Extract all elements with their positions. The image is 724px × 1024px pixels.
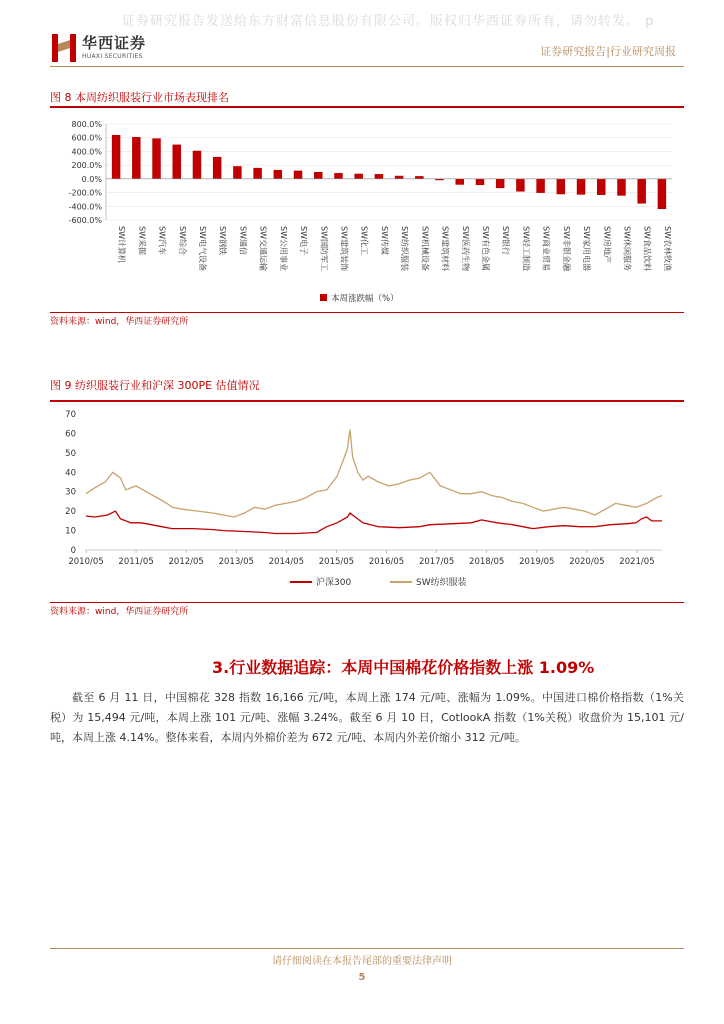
category-label: SW纺织服装 [400,226,410,271]
legend [290,576,467,588]
bar [173,145,181,179]
category-label: SW银行 [501,226,511,255]
x-tick-label: 2015/05 [318,557,355,567]
category-label: SW家用电器 [582,226,592,271]
logo-english-name: HUAXI SECURITIES [82,53,143,60]
bar [213,157,221,179]
bar [395,176,403,179]
category-label: SW医药生物 [460,226,470,271]
bar [456,179,464,185]
legend-label: SW纺织服装 [416,578,467,588]
figure9-title: 图 9 纺织服装行业和沪深 300PE 估值情况 [50,379,260,392]
bar [193,151,201,179]
x-tick-label: 2017/05 [418,557,455,567]
category-label: SW综合 [177,226,187,255]
bar [112,135,120,179]
bar [658,179,666,209]
x-tick-label: 2013/05 [218,557,254,567]
section-heading: 3.行业数据追踪：本周中国棉花价格指数上涨 1.09% [212,658,595,677]
footer-disclaimer: 请仔细阅读在本报告尾部的重要法律声明 [272,956,452,967]
y-tick-label: 50 [65,448,76,459]
page-number: 5 [358,972,366,983]
category-label: SW食品饮料 [642,226,652,271]
watermark-text: 证券研究报告发送给东方财富信息股份有限公司。版权归华西证券所有，请勿转发。 p [122,14,655,29]
y-tick-label: 60 [65,429,76,440]
bar [253,168,261,179]
category-label: SW交通运输 [258,226,268,271]
bar [516,179,524,192]
category-label: SW计算机 [117,226,127,263]
category-label: SW通信 [238,226,248,255]
y-tick-label: -600.0% [68,216,102,225]
bar [617,179,625,196]
bar [476,179,484,185]
x-tick-label: 2019/05 [519,557,555,567]
figure9-source: 资料来源：wind，华西证券研究所 [50,607,189,617]
y-tick-label: 40 [65,468,76,479]
category-label: SW建筑材料 [440,226,450,271]
header-divider [50,66,684,67]
y-tick-label: 800.0% [71,120,102,129]
category-label: SW传媒 [379,226,389,255]
category-label: SW非银金融 [561,226,571,271]
x-tick-label: 2012/05 [168,557,204,567]
logo-mark-icon [50,30,78,64]
figure8-bar-chart [50,108,684,312]
bar [233,166,241,179]
category-label: SW采掘 [137,226,147,255]
x-tick-label: 2014/05 [268,557,305,567]
company-logo [50,30,170,66]
bar [132,137,140,179]
x-tick-label: 2018/05 [469,557,505,567]
y-tick-label: 20 [65,507,76,518]
category-label: SW钢铁 [218,226,228,255]
bar [375,174,383,179]
y-tick-label: -400.0% [68,202,102,212]
bar [294,171,302,179]
logo-chinese-name: 华西证券 [82,34,147,52]
category-label: SW国防军工 [319,226,329,271]
bar [597,179,605,195]
x-tick-label: 2021/05 [619,557,655,567]
y-tick-label: 30 [65,487,76,498]
bar [354,174,362,179]
legend [320,293,399,304]
category-label: SW化工 [359,226,369,255]
category-label: SW商业贸易 [541,226,551,272]
category-label: SW房地产 [602,226,612,263]
y-tick-label: 0.0% [81,174,102,184]
category-label: SW农林牧渔 [662,226,672,271]
figure9-frame [50,400,684,603]
x-tick-label: 2020/05 [569,557,605,567]
bar [334,173,342,179]
y-tick-label: -200.0% [68,188,102,198]
category-label: SW机械设备 [420,226,430,271]
legend-label: 沪深300 [316,578,352,588]
bar [496,179,504,188]
category-label: SW建筑装饰 [339,226,349,271]
category-label: SW轻工制造 [521,226,531,271]
y-tick-label: 200.0% [71,161,102,171]
series-line [86,430,662,518]
doc-type-label: 证券研究报告|行业研究周报 [540,45,676,58]
x-tick-label: 2016/05 [368,557,405,567]
bar [557,179,565,194]
section-body [50,688,684,748]
category-label: SW休闲服务 [622,226,632,271]
category-label: SW电子 [299,226,309,255]
figure8-frame [50,106,684,313]
bar [314,172,322,179]
figure9-line-chart [50,402,684,602]
body-paragraph: 截至 6 月 11 日，中国棉花 328 指数 16,166 元/吨，本周上涨 174 元/吨、涨幅为 1.09%。中国进口棉价格指数（1%关税）为 15,494 元/吨，本周上涨 101 元/吨、涨幅 3.24%。截至 6 月 10 日，CotlookA 指数（1%关税）收盘价为 15,101 元/吨，本周上涨 4.14%。整体来看，本周内外棉价差为 672 元/吨、本周内外差价缩小 312 元/吨。 [50,691,684,744]
legend-swatch [320,294,327,301]
y-tick-label: 0 [70,546,76,556]
y-tick-label: 10 [65,526,76,537]
category-label: SW有色金属 [480,226,490,271]
category-label: SW汽车 [157,226,167,255]
y-tick-label: 400.0% [71,147,102,157]
bar [415,176,423,179]
bar [536,179,544,193]
bar [637,179,645,204]
footer-divider [50,948,684,949]
figure8-title: 图 8 本周纺织服装行业市场表现排名 [50,91,229,104]
bar [152,138,160,178]
legend-label: 本周涨跌幅（%） [331,294,399,304]
category-label: SW公用事业 [278,226,288,271]
x-tick-label: 2010/05 [68,557,104,567]
bar [577,179,585,195]
y-tick-label: 600.0% [71,133,102,143]
x-tick-label: 2011/05 [118,557,154,567]
category-label: SW电气设备 [197,226,207,271]
bar [274,170,282,179]
figure8-source: 资料来源：wind，华西证券研究所 [50,317,189,327]
series-line [86,511,662,533]
y-tick-label: 70 [65,410,76,420]
